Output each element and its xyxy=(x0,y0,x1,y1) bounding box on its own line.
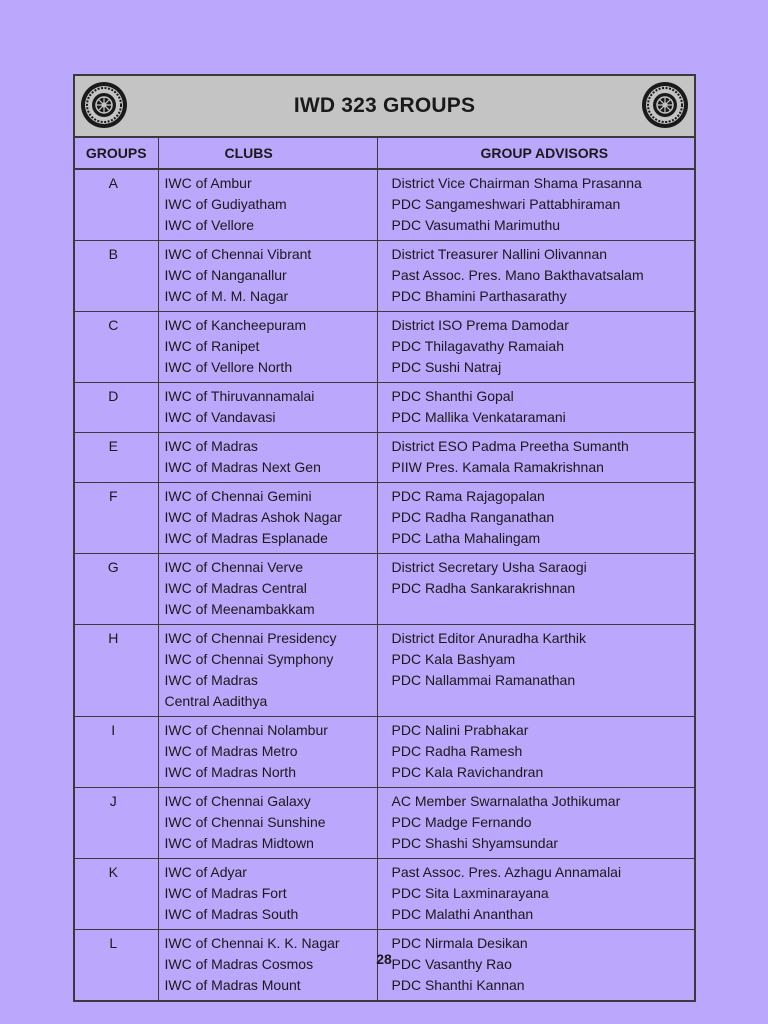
club-name: IWC of Madras Metro xyxy=(164,743,298,759)
table-row xyxy=(75,554,694,625)
advisor-name: PDC Nallammai Ramanathan xyxy=(391,672,576,688)
advisor-name: AC Member Swarnalatha Jothikumar xyxy=(391,793,621,809)
advisor-name: PDC Kala Ravichandran xyxy=(391,764,544,780)
table-row xyxy=(75,788,694,859)
advisor-name: District Treasurer Nallini Olivannan xyxy=(391,246,608,262)
advisor-name: PDC Shashi Shyamsundar xyxy=(391,835,559,851)
iwc-emblem-icon xyxy=(640,80,690,130)
groups-table xyxy=(73,74,696,1002)
club-name: IWC of Chennai Galaxy xyxy=(164,793,311,809)
club-name: IWC of Madras Fort xyxy=(164,885,287,901)
advisors-cell xyxy=(377,433,694,483)
club-name: IWC of Madras Cosmos xyxy=(164,956,314,972)
club-name: IWC of Madras South xyxy=(164,906,299,922)
clubs-cell xyxy=(158,241,377,312)
advisor-name: PDC Sita Laxminarayana xyxy=(391,885,549,901)
advisor-name: PDC Kala Bashyam xyxy=(391,651,516,667)
advisor-name: PDC Shanthi Kannan xyxy=(391,977,525,993)
advisor-name: PDC Nirmala Desikan xyxy=(391,935,528,951)
advisor-name: PDC Sangameshwari Pattabhiraman xyxy=(391,196,621,212)
clubs-cell xyxy=(158,788,377,859)
header-group-advisors: GROUP ADVISORS xyxy=(377,138,694,169)
club-name: IWC of Chennai Symphony xyxy=(164,651,334,667)
advisor-name: PDC Radha Ranganathan xyxy=(391,509,555,525)
table-row xyxy=(75,483,694,554)
advisor-name: PDC Mallika Venkataramani xyxy=(391,409,566,425)
clubs-cell xyxy=(158,625,377,717)
club-name: IWC of Ambur xyxy=(164,175,252,191)
groups-grid xyxy=(75,138,694,1000)
group-letter: A xyxy=(75,169,158,241)
group-letter: H xyxy=(75,625,158,717)
clubs-cell xyxy=(158,859,377,930)
club-name: IWC of Adyar xyxy=(164,864,247,880)
advisors-cell xyxy=(377,859,694,930)
advisors-cell xyxy=(377,554,694,625)
advisors-cell xyxy=(377,312,694,383)
advisors-cell xyxy=(377,788,694,859)
advisors-cell xyxy=(377,717,694,788)
advisor-name: District ESO Padma Preetha Sumanth xyxy=(391,438,629,454)
clubs-cell xyxy=(158,383,377,433)
table-row xyxy=(75,241,694,312)
iwc-emblem-icon xyxy=(79,80,129,130)
club-name: IWC of Vellore North xyxy=(164,359,293,375)
clubs-cell xyxy=(158,312,377,383)
table-row xyxy=(75,312,694,383)
advisors-cell xyxy=(377,625,694,717)
club-name: IWC of Madras xyxy=(164,672,258,688)
club-name: IWC of Vandavasi xyxy=(164,409,276,425)
advisor-name: District Editor Anuradha Karthik xyxy=(391,630,587,646)
advisor-name: PDC Sushi Natraj xyxy=(391,359,502,375)
club-name: IWC of Madras Ashok Nagar xyxy=(164,509,342,525)
advisor-name: District ISO Prema Damodar xyxy=(391,317,569,333)
group-letter: I xyxy=(75,717,158,788)
advisor-name: PDC Shanthi Gopal xyxy=(391,388,514,404)
advisor-name: PDC Thilagavathy Ramaiah xyxy=(391,338,564,354)
table-row xyxy=(75,383,694,433)
advisors-cell xyxy=(377,383,694,433)
table-row xyxy=(75,169,694,241)
club-name: IWC of Gudiyatham xyxy=(164,196,287,212)
table-row xyxy=(75,433,694,483)
advisors-cell xyxy=(377,483,694,554)
advisor-name: District Secretary Usha Saraogi xyxy=(391,559,587,575)
header-row xyxy=(75,138,694,169)
advisors-cell xyxy=(377,169,694,241)
advisor-name: PDC Nalini Prabhakar xyxy=(391,722,529,738)
group-letter: J xyxy=(75,788,158,859)
club-name: IWC of Vellore xyxy=(164,217,254,233)
advisor-name: Past Assoc. Pres. Azhagu Annamalai xyxy=(391,864,622,880)
advisor-name: District Vice Chairman Shama Prasanna xyxy=(391,175,642,191)
club-name: IWC of Chennai Presidency xyxy=(164,630,337,646)
table-row xyxy=(75,625,694,717)
club-name: IWC of Kancheepuram xyxy=(164,317,307,333)
advisor-name: PDC Latha Mahalingam xyxy=(391,530,541,546)
club-name: IWC of Madras Mount xyxy=(164,977,301,993)
advisor-name: PDC Vasumathi Marimuthu xyxy=(391,217,561,233)
club-name: IWC of Nanganallur xyxy=(164,267,287,283)
advisor-name: PDC Radha Sankarakrishnan xyxy=(391,580,576,596)
club-name: IWC of Madras Central xyxy=(164,580,307,596)
advisor-name: PDC Bhamini Parthasarathy xyxy=(391,288,567,304)
club-name: IWC of Chennai Gemini xyxy=(164,488,312,504)
page-number: 28 xyxy=(376,951,392,967)
club-name: IWC of Thiruvannamalai xyxy=(164,388,315,404)
advisors-cell xyxy=(377,241,694,312)
advisor-name: PIIW Pres. Kamala Ramakrishnan xyxy=(391,459,604,475)
advisor-name: PDC Radha Ramesh xyxy=(391,743,523,759)
club-name: IWC of Madras North xyxy=(164,764,296,780)
club-name: IWC of Ranipet xyxy=(164,338,260,354)
group-letter: K xyxy=(75,859,158,930)
advisor-name: Past Assoc. Pres. Mano Bakthavatsalam xyxy=(391,267,644,283)
clubs-cell xyxy=(158,433,377,483)
club-name: Central Aadithya xyxy=(164,693,268,709)
advisor-name: PDC Vasanthy Rao xyxy=(391,956,512,972)
advisor-name: PDC Madge Fernando xyxy=(391,814,532,830)
club-name: IWC of Madras xyxy=(164,438,258,454)
header-clubs: CLUBS xyxy=(158,138,377,169)
group-letter: C xyxy=(75,312,158,383)
advisor-name: PDC Rama Rajagopalan xyxy=(391,488,545,504)
title-bar xyxy=(75,76,694,138)
table-row xyxy=(75,717,694,788)
table-row xyxy=(75,859,694,930)
clubs-cell xyxy=(158,717,377,788)
group-letter: D xyxy=(75,383,158,433)
club-name: IWC of Chennai Vibrant xyxy=(164,246,312,262)
clubs-cell xyxy=(158,554,377,625)
club-name: IWC of Madras Esplanade xyxy=(164,530,328,546)
header-groups: GROUPS xyxy=(75,138,158,169)
club-name: IWC of Meenambakkam xyxy=(164,601,315,617)
group-letter: B xyxy=(75,241,158,312)
club-name: IWC of Chennai Sunshine xyxy=(164,814,326,830)
club-name: IWC of Madras Next Gen xyxy=(164,459,321,475)
club-name: IWC of M. M. Nagar xyxy=(164,288,289,304)
group-letter: G xyxy=(75,554,158,625)
group-letter: E xyxy=(75,433,158,483)
page-title: IWD 323 GROUPS xyxy=(293,94,476,117)
club-name: IWC of Chennai K. K. Nagar xyxy=(164,935,340,951)
club-name: IWC of Madras Midtown xyxy=(164,835,314,851)
group-letter: L xyxy=(75,930,158,1001)
clubs-cell xyxy=(158,169,377,241)
clubs-cell xyxy=(158,483,377,554)
club-name: IWC of Chennai Verve xyxy=(164,559,304,575)
club-name: IWC of Chennai Nolambur xyxy=(164,722,328,738)
group-letter: F xyxy=(75,483,158,554)
advisor-name: PDC Malathi Ananthan xyxy=(391,906,534,922)
